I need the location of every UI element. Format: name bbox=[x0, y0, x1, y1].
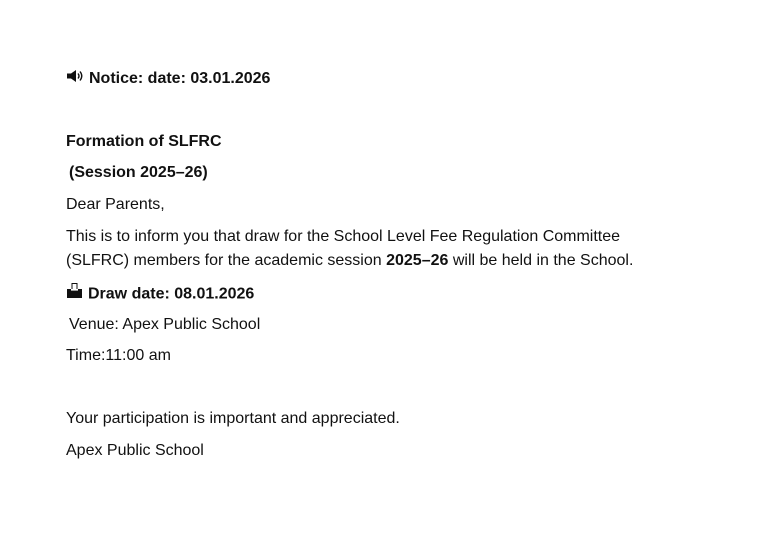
body-line-2-end: will be held in the School. bbox=[448, 252, 634, 269]
body-line-1: This is to inform you that draw for the School Level Fee Regulation Committee bbox=[66, 228, 621, 245]
session-year: 2025–26 bbox=[386, 252, 449, 269]
draw-date-line bbox=[66, 283, 254, 306]
speaker-icon bbox=[66, 68, 84, 90]
notice-title: Formation of SLFRC bbox=[66, 133, 222, 150]
draw-date-text: Draw date: 08.01.2026 bbox=[88, 285, 255, 303]
greeting: Dear Parents, bbox=[66, 196, 165, 213]
ballot-box-icon bbox=[66, 283, 83, 306]
notice-date-text: Notice: date: 03.01.2026 bbox=[89, 70, 271, 88]
session-label: (Session 2025–26) bbox=[69, 164, 208, 181]
body-line-2 bbox=[66, 250, 633, 272]
body-line-2-start: (SLFRC) members for the academic session bbox=[66, 252, 387, 269]
venue: Venue: Apex Public School bbox=[69, 316, 261, 333]
notice-date-line bbox=[66, 68, 270, 90]
closing-line: Your participation is important and appreciated. bbox=[66, 410, 400, 427]
signature: Apex Public School bbox=[66, 442, 204, 459]
time: Time:11:00 am bbox=[66, 347, 171, 364]
